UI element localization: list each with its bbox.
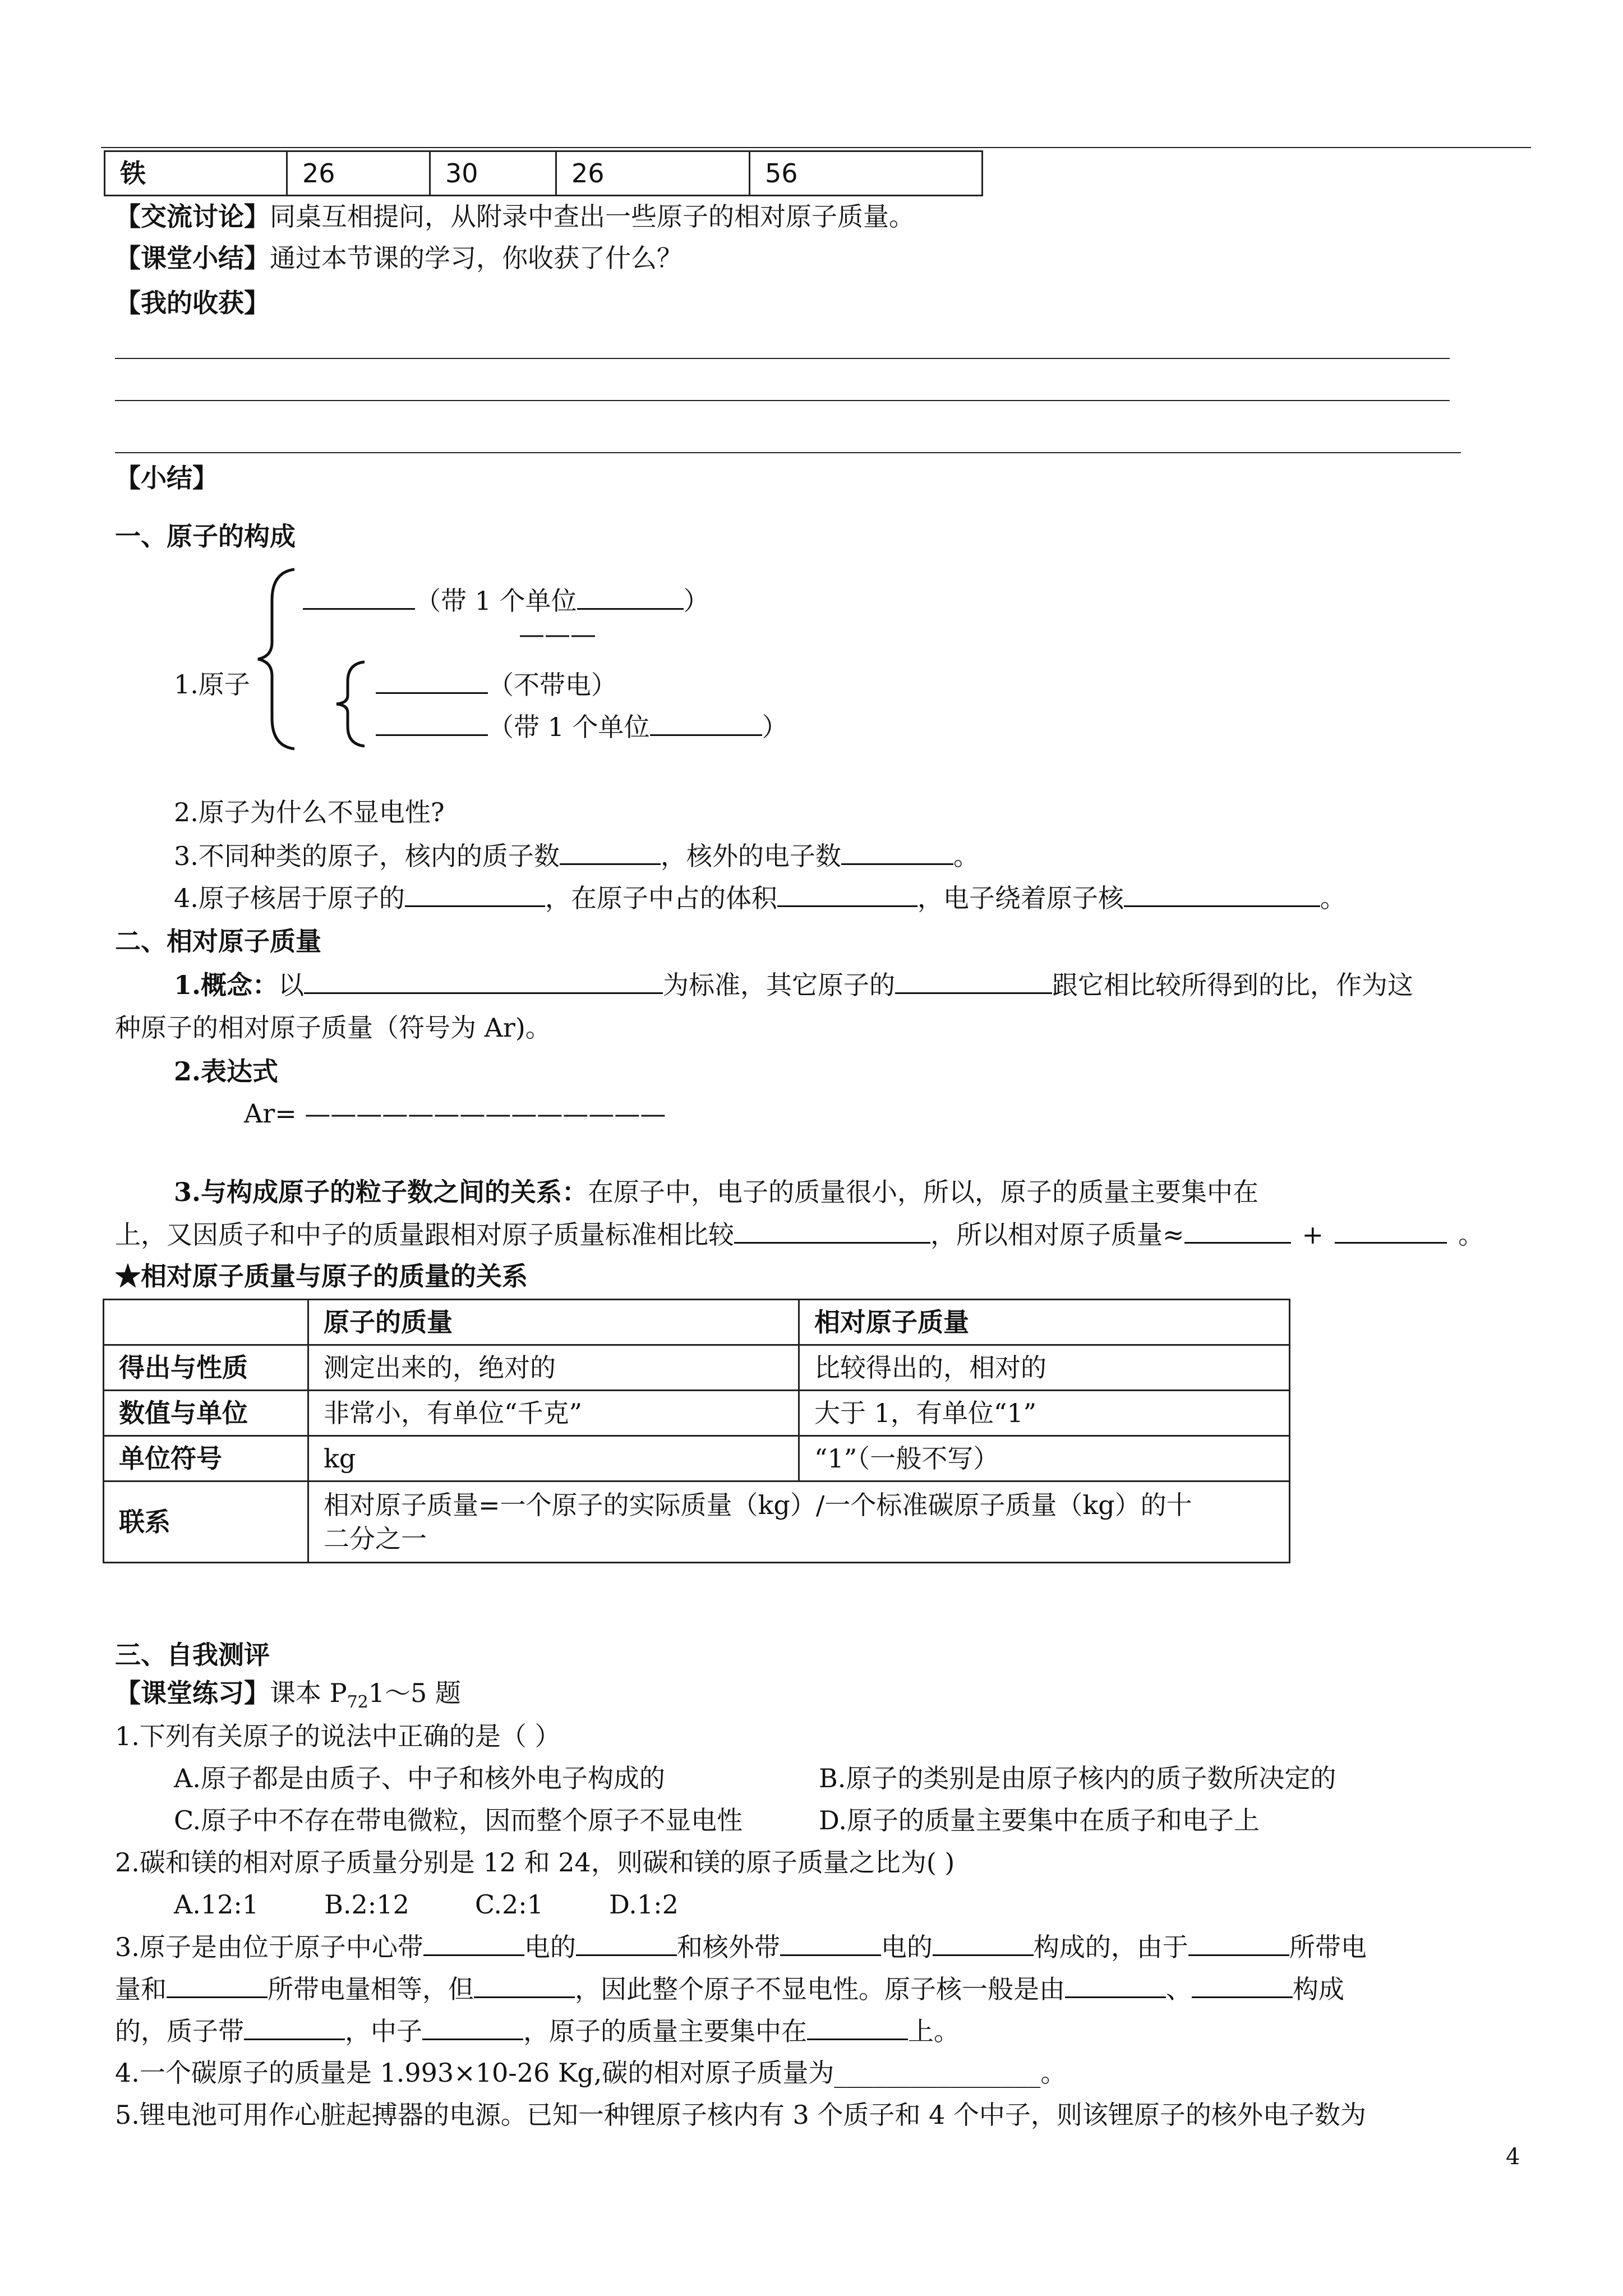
link-text: 相对原子质量=一个原子的实际质量（kg）/一个标准碳原子质量（kg）的十: [324, 1490, 1192, 1520]
relation-line-2: [115, 1217, 1484, 1251]
table-cell: 测定出来的，绝对的: [308, 1345, 799, 1391]
blank[interactable]: [777, 881, 917, 907]
element-table: [104, 150, 983, 196]
answer-line: [115, 358, 1450, 359]
question-3-text: 3.不同种类的原子，核内的质子数: [174, 841, 560, 871]
question-4: [174, 881, 1346, 915]
classroom-summary-line: [115, 241, 683, 275]
blank[interactable]: [1065, 1972, 1166, 1998]
table-row-label: 数值与单位: [104, 1391, 308, 1436]
section1-heading: 一、原子的构成: [115, 521, 296, 551]
relation-text: 在原子中，电子的质量很小，所以，原子的质量主要集中在: [588, 1177, 1259, 1207]
blank[interactable]: [1124, 881, 1320, 907]
classroom-summary-text: 通过本节课的学习，你收获了什么？: [270, 243, 683, 273]
structure-line-3-end: ）: [762, 712, 788, 742]
answer-line: [115, 400, 1450, 401]
table-row-label: 联系: [104, 1481, 308, 1563]
expression-label: 2.表达式: [174, 1056, 279, 1087]
relation-line: [174, 1175, 1258, 1209]
concept-text: 为标准，其它原子的: [663, 970, 896, 1000]
question-3: [174, 839, 979, 873]
question-3-text: ，核外的电子数: [660, 841, 841, 871]
discussion-tag: 【交流讨论】: [115, 201, 270, 232]
q3-text: 和核外带: [676, 1932, 780, 1962]
table-cell: “1”（一般不写）: [799, 1436, 1290, 1481]
mc-option-C: C.原子中不存在带电微粒，因而整个原子不显电性: [174, 1805, 743, 1835]
practice-subscript: 72: [347, 1692, 368, 1713]
blank[interactable]: [933, 1930, 1034, 1956]
blank[interactable]: [841, 839, 953, 865]
q3-text: 电的: [524, 1932, 576, 1962]
blank[interactable]: [650, 710, 762, 736]
table-cell: 26: [287, 151, 430, 196]
table-header: 原子的质量: [308, 1300, 799, 1345]
section3-heading: 三、自我测评: [115, 1640, 270, 1670]
relation-text: ，所以相对原子质量≈: [930, 1220, 1184, 1250]
q3-text: 所带电: [1289, 1932, 1367, 1962]
blank[interactable]: [576, 1930, 677, 1956]
structure-dashes: ———: [519, 619, 596, 649]
blank[interactable]: [1335, 1217, 1447, 1244]
comparison-heading: ★相对原子质量与原子的质量的关系: [115, 1261, 528, 1291]
blank[interactable]: [807, 2014, 908, 2040]
mc-option-B: B.原子的类别是由原子核内的质子数所决定的: [819, 1763, 1336, 1793]
mc-question-1: 1.下列有关原子的说法中正确的是（ ）: [115, 1721, 561, 1751]
blank[interactable]: [1188, 1930, 1289, 1956]
blank[interactable]: [405, 881, 545, 907]
blank[interactable]: [376, 668, 488, 694]
structure-line-2-text: （不带电）: [488, 670, 617, 700]
q4-text: 4.一个碳原子的质量是 1.993×10-26 Kg,碳的相对原子质量为: [115, 2058, 834, 2088]
q3-text: ，中子: [345, 2016, 422, 2046]
table-cell: 26: [556, 151, 750, 196]
structure-line-2: [376, 668, 617, 702]
q3-text: 上。: [908, 2016, 960, 2046]
table-row: [104, 1300, 1290, 1345]
table-cell: 56: [750, 151, 983, 196]
blank[interactable]: [167, 1972, 268, 1998]
structure-line-1-text: （带 1 个单位: [415, 586, 577, 616]
q3-text: ，原子的质量主要集中在: [523, 2016, 807, 2046]
structure-line-1-end: ）: [683, 586, 709, 616]
concept-line: [174, 968, 1413, 1002]
question-3-text: 。: [953, 841, 979, 871]
blank[interactable]: [304, 968, 663, 994]
blank[interactable]: [560, 839, 661, 865]
q4-text: 。: [1040, 2058, 1067, 2088]
practice-tag: 【课堂练习】: [115, 1678, 270, 1708]
fill-question-3-line-2: [115, 1972, 1344, 2006]
table-row: [104, 1481, 1290, 1563]
expression: Ar= ——————————————: [244, 1098, 666, 1129]
table-cell: 铁: [105, 151, 287, 196]
question-4-text: ，在原子中占的体积: [545, 883, 777, 913]
structure-line-3-text: （带 1 个单位: [488, 712, 650, 742]
table-cell: 大于 1，有单位“1”: [799, 1391, 1290, 1436]
question-4-text: 。: [1320, 883, 1346, 913]
answer-line: [115, 452, 1461, 453]
q3-text: 3.原子是由位于原子中心带: [115, 1932, 423, 1962]
fill-question-3-line-3: [115, 2014, 960, 2048]
structure-line-1: [303, 583, 709, 618]
question-4-text: 4.原子核居于原子的: [174, 883, 405, 913]
table-cell: [104, 1300, 308, 1345]
comparison-table: [103, 1299, 1290, 1563]
table-cell: kg: [308, 1436, 799, 1481]
relation-text: 上，又因质子和中子的质量跟相对原子质量标准相比较: [115, 1220, 734, 1250]
q3-text: ，因此整个原子不显电性。原子核一般是由: [575, 1974, 1065, 2004]
practice-text: 课本 P: [270, 1678, 347, 1708]
table-row: [105, 151, 983, 196]
blank[interactable]: [734, 1217, 930, 1244]
mc-question-2-options: A.12:1 B.2:12 C.2:1 D.1:2: [174, 1889, 679, 1920]
table-header: 相对原子质量: [799, 1300, 1290, 1345]
outer-brace: [255, 567, 300, 752]
blank[interactable]: [577, 583, 684, 610]
blank[interactable]: [244, 2014, 345, 2040]
blank[interactable]: [423, 1930, 524, 1956]
mc-option-D: D.原子的质量主要集中在质子和电子上: [819, 1805, 1260, 1835]
discussion-line: [115, 200, 915, 233]
blank[interactable]: [422, 2014, 523, 2040]
concept-text: 以: [278, 970, 305, 1000]
q3-text: 、: [1166, 1974, 1192, 2004]
q3-text: 构成的，由于: [1033, 1932, 1188, 1962]
atom-label: 1.原子: [174, 669, 250, 700]
mc-option-A: A.原子都是由质子、中子和核外电子构成的: [174, 1763, 665, 1793]
relation-text: +: [1302, 1220, 1324, 1250]
page-number: 4: [1506, 2144, 1520, 2170]
practice-line: [115, 1676, 461, 1719]
relation-text: 。: [1458, 1220, 1484, 1250]
blank[interactable]: [376, 710, 488, 736]
blank[interactable]: [474, 1972, 575, 1998]
q3-text: 量和: [115, 1974, 167, 2004]
header-rule: [101, 147, 1531, 148]
q3-text: 所带电量相等，但: [268, 1974, 474, 2004]
table-row: [104, 1436, 1290, 1481]
blank[interactable]: [1184, 1217, 1291, 1244]
blank[interactable]: ________________: [834, 2058, 1041, 2088]
blank[interactable]: [780, 1930, 881, 1956]
concept-label: 1.概念：: [174, 970, 279, 1000]
fill-question-3: [115, 1930, 1367, 1964]
table-row-label: 单位符号: [104, 1436, 308, 1481]
fill-question-4: [115, 2056, 1066, 2090]
blank[interactable]: [303, 583, 415, 610]
my-harvest-tag: 【我的收获】: [115, 288, 270, 318]
link-text: 二分之一: [324, 1524, 427, 1554]
fill-question-5: 5.锂电池可用作心脏起搏器的电源。已知一种锂原子核内有 3 个质子和 4 个中子，则该锂原子的核外电子数为: [115, 2100, 1366, 2130]
table-row: [104, 1345, 1290, 1391]
concept-line-2: 种原子的相对原子质量（符号为 Ar)。: [115, 1013, 551, 1043]
section2-heading: 二、相对原子质量: [115, 926, 321, 956]
practice-text: 1～5 题: [368, 1678, 461, 1708]
inner-brace: [334, 659, 367, 749]
blank[interactable]: [1192, 1972, 1293, 1998]
question-2: 2.原子为什么不显电性?: [174, 797, 445, 827]
table-row-label: 得出与性质: [104, 1345, 308, 1391]
table-row: [104, 1391, 1290, 1436]
concept-text: 跟它相比较所得到的比，作为这: [1052, 970, 1414, 1000]
table-cell: 30: [430, 151, 556, 196]
q3-text: 的，质子带: [115, 2016, 244, 2046]
table-cell: [308, 1481, 1290, 1563]
question-4-text: ，电子绕着原子核: [917, 883, 1124, 913]
table-cell: 非常小，有单位“千克”: [308, 1391, 799, 1436]
mc-question-2: 2.碳和镁的相对原子质量分别是 12 和 24，则碳和镁的原子质量之比为( ): [115, 1847, 955, 1878]
classroom-summary-tag: 【课堂小结】: [115, 243, 270, 273]
table-cell: 比较得出的，相对的: [799, 1345, 1290, 1391]
summary-heading: 【小结】: [115, 463, 218, 493]
structure-line-3: [376, 710, 788, 744]
discussion-text: 同桌互相提问，从附录中查出一些原子的相对原子质量。: [270, 201, 915, 232]
relation-label: 3.与构成原子的粒子数之间的关系：: [174, 1177, 588, 1207]
q3-text: 构成: [1293, 1974, 1344, 2004]
blank[interactable]: [895, 968, 1052, 994]
q3-text: 电的: [880, 1932, 933, 1962]
